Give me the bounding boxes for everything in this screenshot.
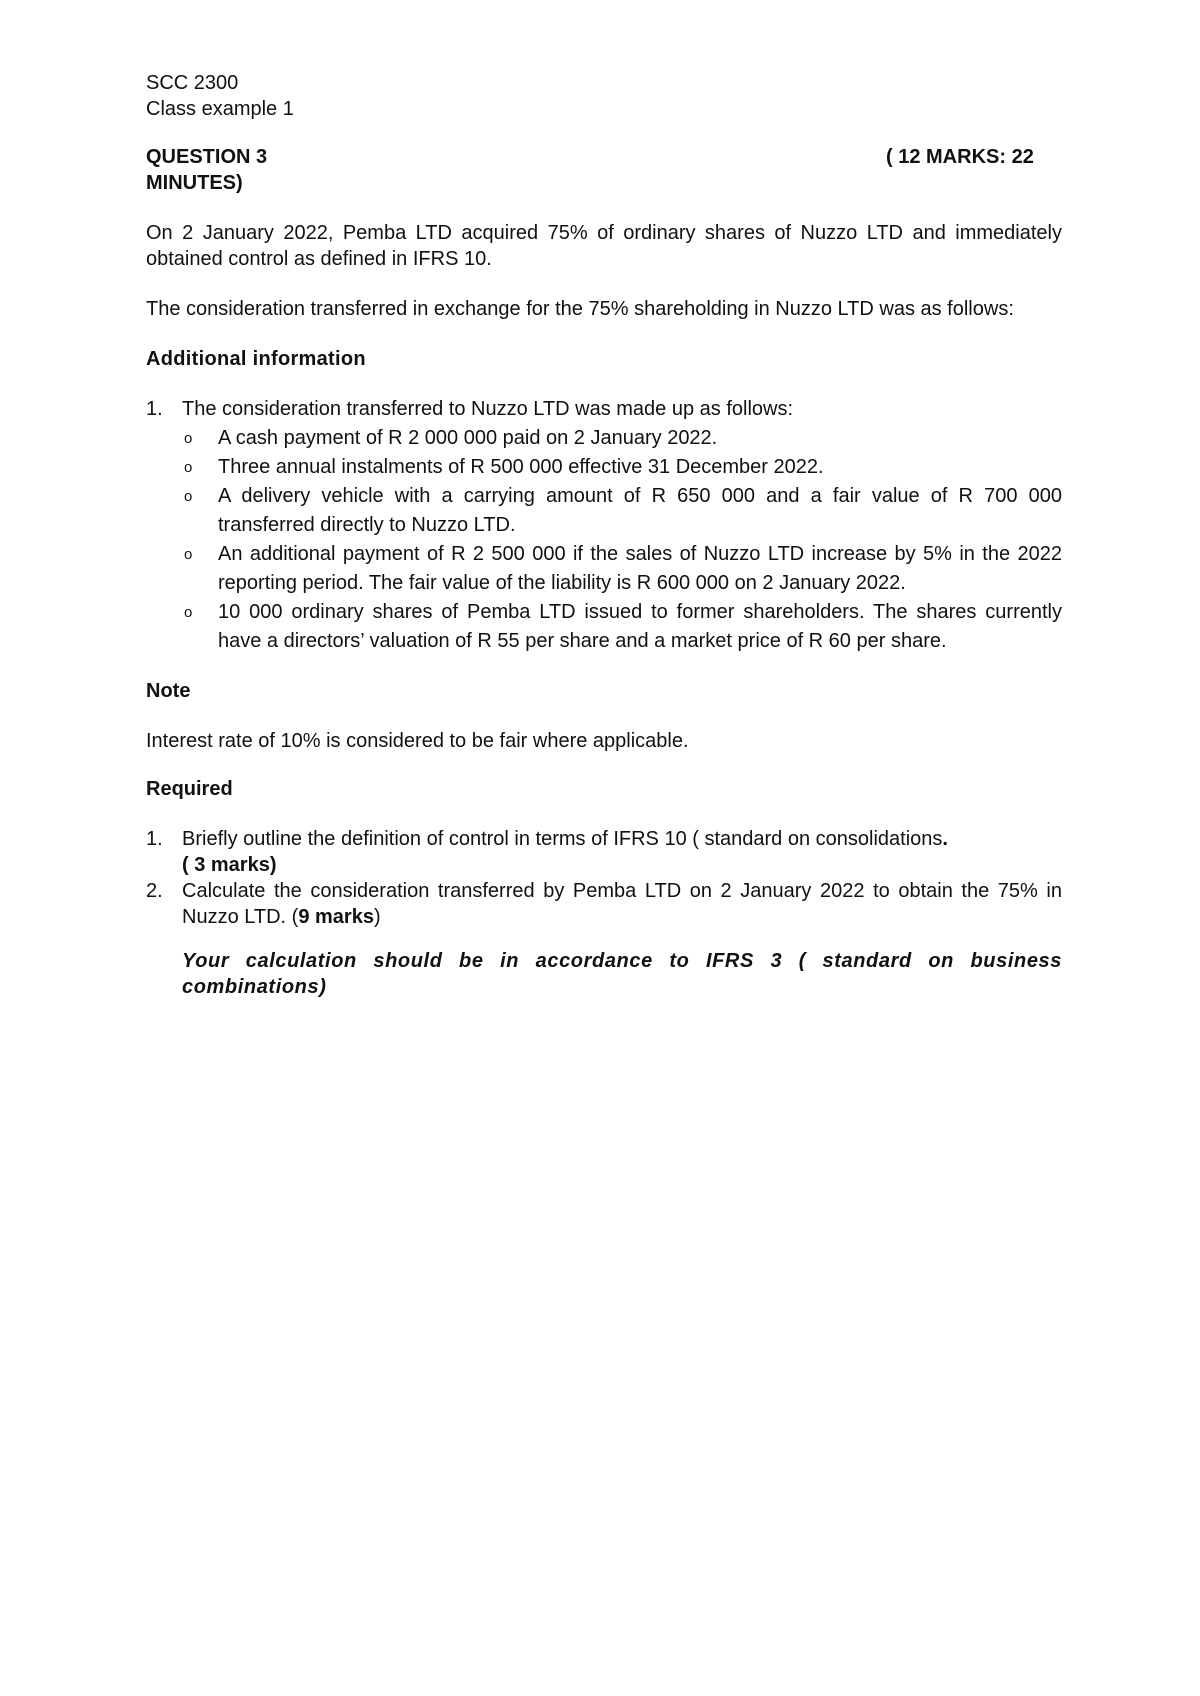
bullet-item <box>146 424 1062 453</box>
list-item-text: The consideration transferred to Nuzzo LTD was made up as follows: <box>182 398 794 420</box>
bullet-marker: o <box>184 459 193 476</box>
required-text: Briefly outline the definition of control in terms of IFRS 10 ( standard on consolidations <box>182 828 943 850</box>
required-close-paren: ) <box>373 906 381 928</box>
intro-paragraph: On 2 January 2022, Pemba LTD acquired 75% of ordinary shares of Nuzzo LTD and immediately obtained control as defined in IFRS 10. <box>146 222 1062 270</box>
required-marks: ( 3 marks) <box>182 854 277 876</box>
course-code: SCC 2300 <box>146 72 239 94</box>
bullet-item <box>146 540 1062 598</box>
required-item-1 <box>146 826 1062 878</box>
required-item-2 <box>146 878 1062 930</box>
consideration-bullets <box>146 424 1062 656</box>
bullet-item <box>146 598 1062 656</box>
question-marks: ( 12 MARKS: 22 <box>886 146 1034 168</box>
question-title <box>146 144 1062 196</box>
required-marks: 9 marks <box>298 906 374 928</box>
calculation-instruction: Your calculation should be in accordance to IFRS 3 ( standard on business combinations) <box>182 950 1062 998</box>
bullet-text: A cash payment of R 2 000 000 paid on 2 January 2022. <box>218 427 718 449</box>
document-page <box>146 70 1062 1020</box>
note-text: Interest rate of 10% is considered to be fair where applicable. <box>146 730 689 752</box>
bullet-text: Three annual instalments of R 500 000 effective 31 December 2022. <box>218 456 824 478</box>
class-example-label: Class example 1 <box>146 98 294 120</box>
bullet-text: 10 000 ordinary shares of Pemba LTD issued to former shareholders. The shares currently have a directors’ valuation of R 55 per share and a market price of R 60 per share. <box>218 601 1062 652</box>
bullet-marker: o <box>184 546 193 563</box>
bullet-item <box>146 482 1062 540</box>
required-number: 1. <box>146 828 163 850</box>
additional-info-heading: Additional information <box>146 348 366 370</box>
list-number: 1. <box>146 398 163 420</box>
required-heading: Required <box>146 778 233 800</box>
additional-info-list <box>146 396 1062 656</box>
bullet-marker: o <box>184 604 193 621</box>
consideration-paragraph: The consideration transferred in exchange for the 75% shareholding in Nuzzo LTD was as follows: <box>146 298 1014 320</box>
required-period: . <box>942 828 948 850</box>
required-text: Calculate the consideration transferred by Pemba LTD on 2 January 2022 to obtain the 75% in Nuzzo LTD. ( <box>182 880 1062 928</box>
bullet-text: An additional payment of R 2 500 000 if the sales of Nuzzo LTD increase by 5% in the 2022 reporting period. The fair value of the liability is R 600 000 on 2 January 2022. <box>218 543 1062 594</box>
list-item <box>146 396 1062 422</box>
question-number: QUESTION 3 <box>146 146 268 168</box>
question-minutes: MINUTES) <box>146 172 243 194</box>
bullet-marker: o <box>184 488 193 505</box>
required-list <box>146 826 1062 1000</box>
bullet-text: A delivery vehicle with a carrying amount of R 650 000 and a fair value of R 700 000 transferred directly to Nuzzo LTD. <box>218 485 1062 536</box>
bullet-marker: o <box>184 430 193 447</box>
required-number: 2. <box>146 880 163 902</box>
bullet-item <box>146 453 1062 482</box>
note-heading: Note <box>146 680 191 702</box>
